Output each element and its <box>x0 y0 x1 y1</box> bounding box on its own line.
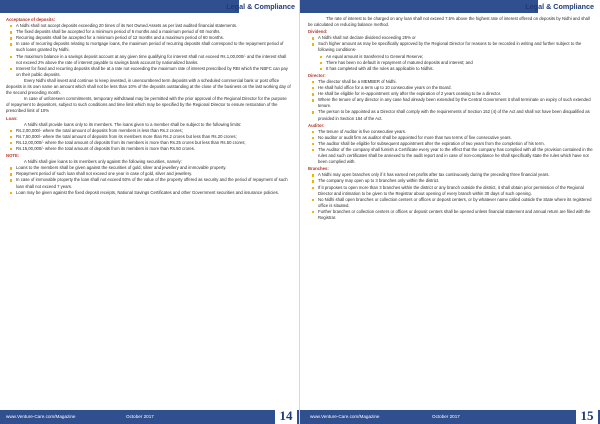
paragraph: In case of unforeseen commitments, temporary withdrawal may be permitted with the prior approval of the Regional Director for the purpose of repayment to depositors, subject to such conditions and time limit which may be specified by the Regional Director to ensure restoration of the prescribed limit of 10% <box>6 96 287 114</box>
list-item: The auditor shall be eligible for subsequent appointment after the expiration of two years from the completion of his term. <box>308 141 594 147</box>
auditor-list <box>308 129 594 166</box>
section-title: Legal & Compliance <box>525 2 594 11</box>
list-item: The company may open up to 3 branches only within the district. <box>308 178 594 184</box>
list-item: Recurring deposits shall be accepted for a minimum period of 12 months and a maximum period of 60 months. <box>6 35 291 41</box>
auditor-heading: Auditor: <box>308 122 325 128</box>
list-item: Rs.12,00,000/- where the total amount of deposits from its members is more than Rs.25 crores but less than Rs.50 crores; <box>6 140 291 146</box>
branches-heading: Branches: <box>308 166 329 172</box>
list-item: The fixed deposits shall be accepted for a minimum period of 6 months and a maximum period of 60 months. <box>6 29 291 35</box>
list-item: The maximum balance in a savings deposit account at any given time qualifying for interest shall not exceed Rs.1,00,000/- and the interest shall not exceed 2% above the rate of interest payable to savings bank account by nationalized banks. <box>6 54 291 66</box>
list-item: Where the tenure of any director in any case had already been extended by the Central Government it shall terminate on expiry of such extended tenure. <box>308 97 594 109</box>
dividend-sub-list <box>308 54 594 72</box>
header-bar <box>0 0 239 13</box>
list-item: Rs.2,00,000/- where the total amount of deposits from members is less than Rs.2 crores; <box>6 128 291 134</box>
paragraph: A Nidhi shall give loans to its members only against the following securities, namely: <box>24 159 182 165</box>
note-heading: NOTE: <box>6 153 20 159</box>
branches-list <box>308 172 594 221</box>
footer-bar <box>300 410 600 424</box>
paragraph: The rate of interest to be charged on any loan shall not exceed 7.5% above the highest rate of interest offered on deposits by Nidhi and shall be calculated on reducing balance method. <box>308 16 590 28</box>
page-number: 14 <box>275 406 297 424</box>
list-item: No auditor or audit firm as auditor shall be appointed for more than two terms of five consecutive years. <box>308 135 594 141</box>
list-item: There has been no default in repayment of matured deposits and interest; and <box>308 60 594 66</box>
dividend-list <box>308 35 594 53</box>
acceptance-heading: Acceptance of deposits: <box>6 17 56 22</box>
page-right <box>300 0 600 424</box>
page-content <box>6 16 291 406</box>
list-item: A Nidhi may open branches only if it has earned net profits after tax continuously during the preceding three financial years. <box>308 172 594 178</box>
list-item: If it proposes to open more than 3 branches within the district or any branch outside the district, it shall obtain prior permission of the Regional Director and intimation to be given to the Registrar about opening of every branch within 30 days of such opening. <box>308 185 594 197</box>
footer-month: October 2017 <box>126 414 154 419</box>
list-item: Such higher amount as may be specifically approved by the Regional Director for reasons to be recorded in writing and further subject to the following conditions- <box>308 41 594 53</box>
section-title: Legal & Compliance <box>226 2 295 11</box>
header-bar <box>300 0 538 13</box>
list-item: The director shall be a MEMBER of Nidhi. <box>308 79 594 85</box>
acceptance-list <box>6 23 291 78</box>
list-item: No Nidhi shall open branches or collection centers or offices or deposit centers, or by whatever name called outside the State where its registered office is situated. <box>308 197 594 209</box>
list-item: The person to be appointed as a Director shall comply with the requirements of Section 152 (4) of the Act and shall not have been disqualified as provided in Section 164 of the Act. <box>308 109 594 121</box>
list-item: Loan may be given against the fixed deposit receipts, National Savings Certificates and other Government securities and insurance policies. <box>6 190 291 196</box>
list-item: In case of immovable property the loan shall not exceed 50% of the value of the property offered as security and the period of repayment of such loan shall not exceed 7 years. <box>6 177 291 189</box>
list-item: He shall be eligible for re-appointment only after the expiration of 2 years ceasing to be a director. <box>308 91 594 97</box>
list-item: Rs.15,00,000/- where the total amount of deposits from its members is more than Rs.50 crores. <box>6 146 291 152</box>
note-list <box>6 165 291 195</box>
list-item: An equal amount is transferred to General Reserve; <box>308 54 594 60</box>
dividend-heading: Dividend: <box>308 29 328 35</box>
list-item: A Nidhi shall not declare dividend exceeding 25% or <box>308 35 594 41</box>
paragraph: A Nidhi shall provide loans only to its members. The loans given to a member shall be subject to the following limits: <box>24 121 242 127</box>
list-item: He shall hold office for a term up to 10 consecutive years on the Board. <box>308 85 594 91</box>
page-number: 15 <box>576 406 598 424</box>
director-heading: Director: <box>308 72 326 78</box>
list-item: Loans to the members shall be given against the securities of gold, silver and jewellery and immovable property. <box>6 165 291 171</box>
list-item: The Auditor of the company shall furnish a Certificate every year to the effect that the company has complied with all the provision contained in the rules and such certificates shall be annexed to the audit report and in case of non-compliance he shall specifically state the rules which have not been complied with. <box>308 147 594 165</box>
list-item: In case of recurring deposits relating to mortgage loans, the maximum period of recurring deposits shall correspond to the repayment period of such loans granted by Nidhi. <box>6 41 291 53</box>
footer-website: www.Venture-Care.com/Magazine <box>6 414 76 419</box>
loan-list <box>6 128 291 152</box>
footer-bar <box>0 410 299 424</box>
paragraph: Every Nidhi shall invest and continue to keep invested, in unencumbered term deposits with a scheduled commercial bank or post office deposits in its own name an amount which shall not be less than 10% of the deposits outstanding at the close of the business on the last working day of the second preceding month. <box>6 77 291 96</box>
list-item: Further branches or collection centers or offices or deposit centers shall be opened unless financial statement and annual return are filed with the Registrar. <box>308 209 594 221</box>
director-list <box>308 79 594 122</box>
page-content <box>308 16 594 406</box>
footer-month: October 2017 <box>432 414 460 419</box>
list-item: Repayment period of such loan shall not exceed one year in case of gold, silver and jewellery. <box>6 171 291 177</box>
footer-website: www.Venture-Care.com/Magazine <box>310 414 380 419</box>
loan-heading: Loan: <box>6 115 18 121</box>
list-item: Interest for fixed and recurring deposits shall be at a rate not exceeding the maximum rate of interest prescribed by RBI which the NBFC can pay on their public deposits. <box>6 66 291 78</box>
list-item: A Nidhi shall not accept deposits exceeding 20 times of its Net Owned Assets as per last audited financial statements. <box>6 23 291 29</box>
list-item: Rs.7,50,000/- where the total amount of deposits from its members more than Rs.2 crores but less than Rs.20 crores; <box>6 134 291 140</box>
list-item: The tenure of Auditor is five consecutive years. <box>308 129 594 135</box>
list-item: It has completed with all the rules as applicable to Nidhis. <box>308 66 594 72</box>
